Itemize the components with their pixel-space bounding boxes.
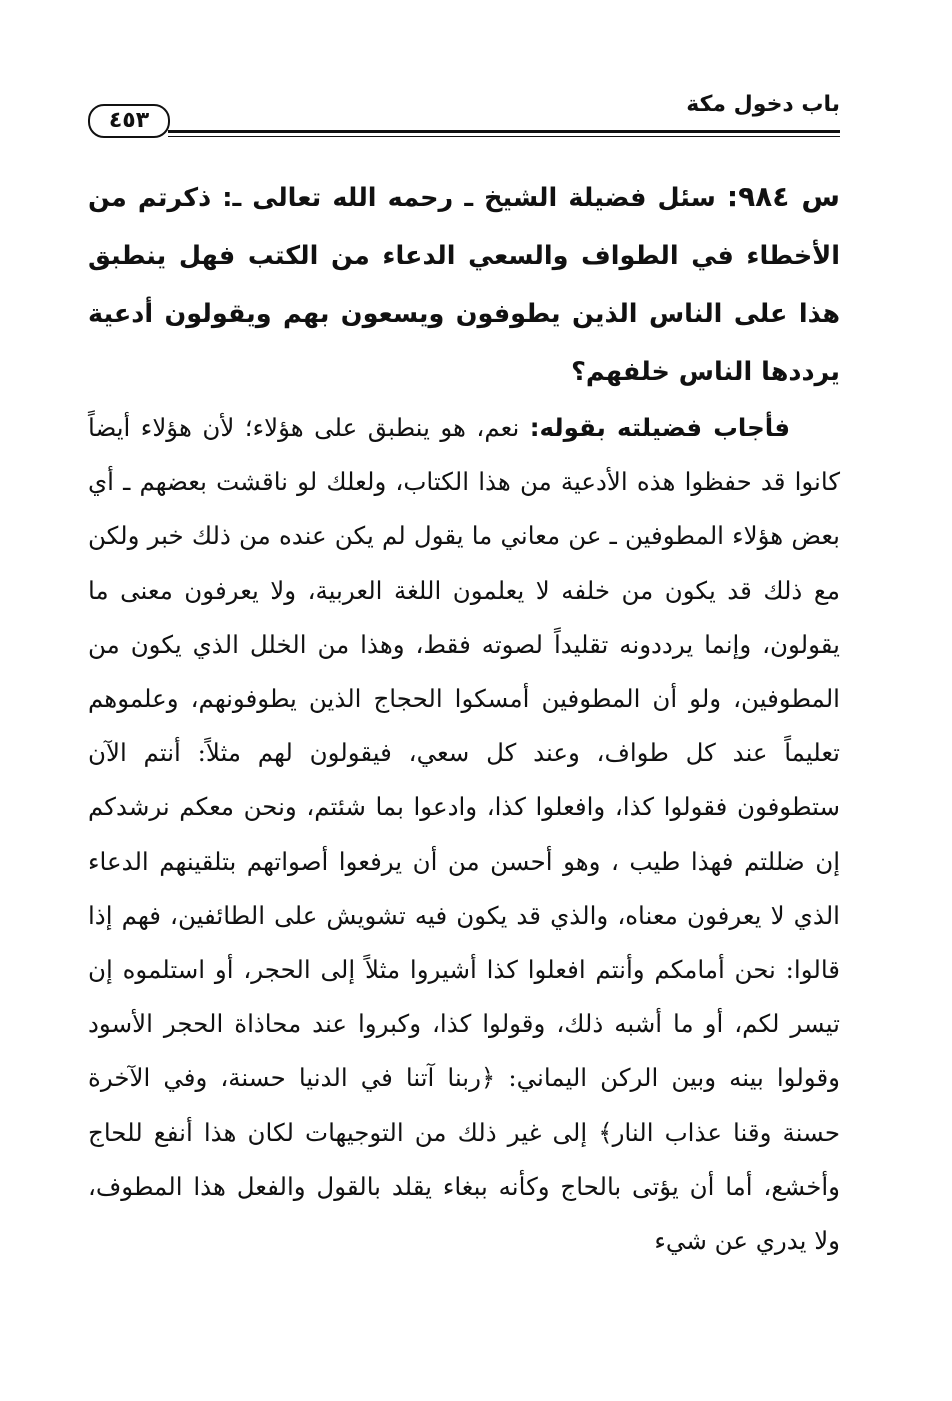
answer-paragraph <box>88 401 840 1268</box>
page-number: ٤٥٣ <box>88 104 170 138</box>
answer-text: نعم، هو ينطبق على هؤلاء؛ لأن هؤلاء أيضاً كانوا قد حفظوا هذه الأدعية من هذا الكتاب، ولعلك لو ناقشت بعضهم ـ أي بعض هؤلاء المطوفين ـ عن معاني ما يقول لم يكن عنده من ذلك خبر ولكن مع ذلك قد يكون من خلفه لا يعلمون اللغة العربية، ولا يعرفون معنى ما يقولون، وإنما يرددونه تقليداً لصوته فقط، وهذا من الخلل الذي يكون من المطوفين، ولو أن المطوفين أمسكوا الحجاج الذين يطوفونهم، وعلموهم تعليماً عند كل طواف، وعند كل سعي، فيقولون لهم مثلاً: أنتم الآن ستطوفون فقولوا كذا، وافعلوا كذا، وادعوا بما شئتم، ونحن معكم نرشدكم إن ضللتم فهذا طيب ، وهو أحسن من أن يرفعوا أصواتهم بتلقينهم الدعاء الذي لا يعرفون معناه، والذي قد يكون فيه تشويش على الطائفين، فهم إذا قالوا: نحن أمامكم وأنتم افعلوا كذا أشيروا مثلاً إلى الحجر، أو استلموه إن تيسر لكم، أو ما أشبه ذلك، وقولوا كذا، وكبروا عند محاذاة الحجر الأسود وقولوا بينه وبين الركن اليماني: ﴿ربنا آتنا في الدنيا حسنة، وفي الآخرة حسنة وقنا عذاب النار﴾ إلى غير ذلك من التوجيهات لكان هذا أنفع للحاج وأخشع، أما أن يؤتى بالحاج وكأنه ببغاء يقلد بالقول والفعل هذا المطوف، ولا يدري عن شيء <box>88 413 840 1256</box>
page-header <box>88 92 840 148</box>
body-text <box>88 168 840 1268</box>
question-number: س ٩٨٤: <box>726 180 840 213</box>
question-text: سئل فضيلة الشيخ ـ رحمه الله تعالى ـ: ذكرتم من الأخطاء في الطواف والسعي الدعاء من الكتب فهل ينطبق هذا على الناس الذين يطوفون ويسعون بهم ويقولون أدعية يرددها الناس خلفهم؟ <box>88 183 840 387</box>
question-paragraph <box>88 168 840 401</box>
chapter-title: باب دخول مكة <box>686 92 840 117</box>
header-rule-thin <box>168 136 840 137</box>
header-rule-thick <box>168 130 840 133</box>
answer-lead: فأجاب فضيلته بقوله: <box>529 413 790 442</box>
